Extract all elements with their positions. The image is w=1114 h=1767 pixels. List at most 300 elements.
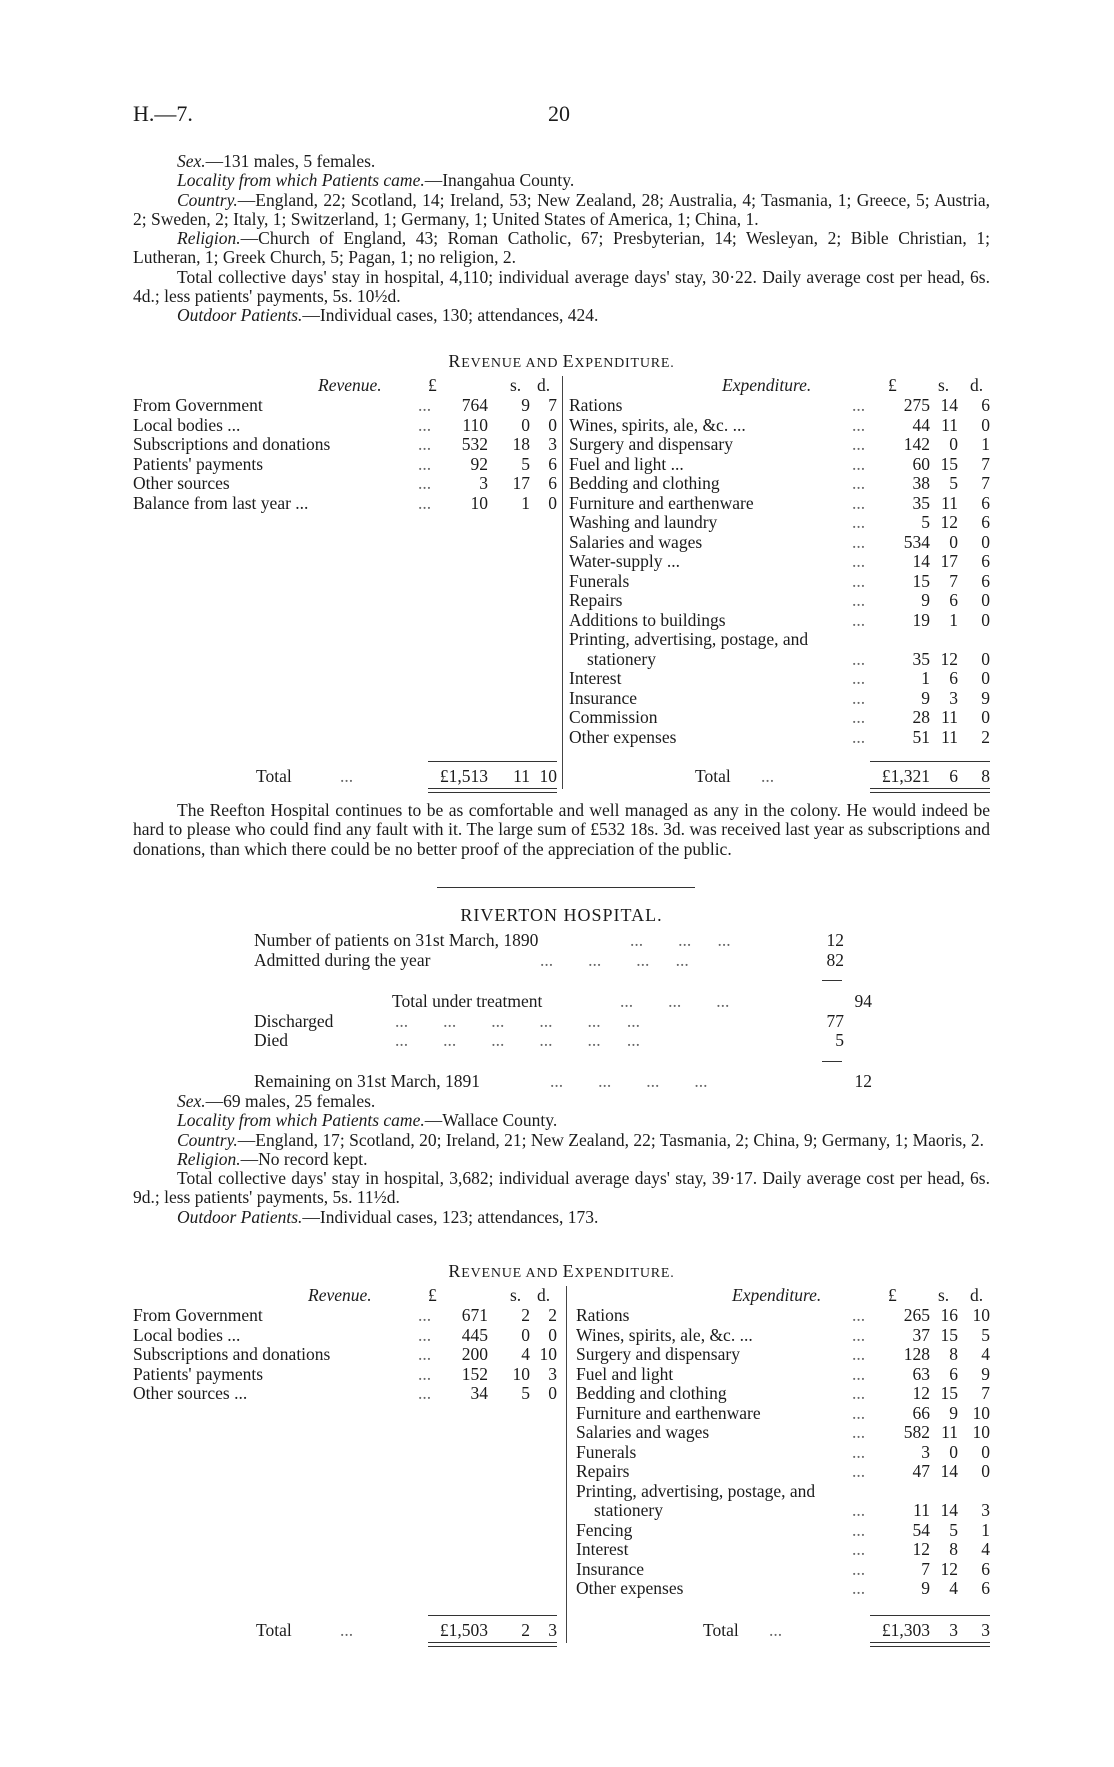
dots: ...: [852, 1383, 866, 1403]
expenditure-label: Surgery and dispensary: [576, 1344, 740, 1364]
expenditure-pence: 5: [981, 1324, 990, 1345]
expenditure-pounds: 38: [912, 473, 930, 493]
riverton-locality: Locality from which Patients came.—Wallace County.: [177, 1110, 558, 1131]
revenue-label: Other sources ...: [133, 1383, 248, 1403]
dots: ...: [418, 1344, 432, 1364]
pound-heading: £: [888, 375, 897, 395]
stat-discharged: 77: [826, 1011, 844, 1031]
expenditure-label: Washing and laundry: [569, 512, 718, 532]
revenue-heading: Revenue.: [308, 1285, 372, 1305]
expenditure-label: Surgery and dispensary: [569, 434, 733, 454]
expenditure-label: stationery: [594, 1500, 664, 1520]
expenditure-shillings: 3: [949, 687, 958, 708]
reefton-stay: Total collective days' stay in hospital, 4,110; individual average days' stay, 30·22. Daily average cost per head, 6s. 4d.; less patients' payments, 5s. 10½d.: [133, 266, 990, 307]
expenditure-pence: 10: [972, 1422, 990, 1442]
pence-heading: d.: [970, 1285, 984, 1305]
expenditure-label: Fuel and light: [576, 1363, 674, 1384]
revenue-label: Balance from last year ...: [133, 492, 309, 513]
expenditure-pounds: 1: [921, 668, 930, 688]
expenditure-shillings: 12: [940, 512, 958, 532]
reefton-country: Country.—England, 22; Scotland, 14; Ireland, 53; New Zealand, 28; Australia, 4; Tasmania, 1; Greece, 5; Austria, 2; Sweden, 2; Italy, 1; Switzerland, 1; Germany, 1; United States of America, 1; China, 1.: [133, 189, 990, 229]
expenditure-pence: 6: [981, 512, 990, 532]
expenditure-pence: 0: [981, 414, 990, 435]
revenue-heading: Revenue.: [318, 375, 382, 395]
expenditure-label: Salaries and wages: [576, 1422, 710, 1442]
expenditure-pounds: 35: [912, 492, 930, 513]
revenue-label: Subscriptions and donations: [133, 1344, 331, 1364]
revenue-pounds: 92: [470, 453, 488, 474]
dots: ...: [852, 590, 866, 610]
revenue-pence: 0: [548, 492, 557, 513]
revenue-pence: 2: [548, 1305, 557, 1325]
expenditure-label: Rations: [569, 395, 623, 415]
expenditure-pence: 10: [972, 1402, 990, 1423]
expenditure-pence: 7: [981, 1383, 990, 1403]
revenue-shillings: 9: [521, 395, 530, 415]
expenditure-pence: 6: [981, 551, 990, 571]
expenditure-shillings: 15: [940, 1383, 958, 1403]
dots: ...: [418, 434, 432, 454]
dots: ... ... ...: [630, 930, 731, 950]
expenditure-label: Printing, advertising, postage, and: [569, 629, 809, 649]
expenditure-shillings: 11: [941, 492, 958, 513]
expenditure-pounds: 19: [912, 609, 930, 630]
dots: ...: [418, 492, 432, 513]
total-double-rule: [870, 1642, 990, 1647]
stat-admitted-label: Admitted during the year: [254, 950, 431, 970]
expenditure-pounds: 9: [921, 687, 930, 708]
total-rule: [428, 1615, 557, 1616]
column-divider: [566, 1286, 567, 1643]
revenue-label: Other sources: [133, 473, 230, 493]
dots: ...: [852, 531, 866, 552]
dots: ...: [852, 473, 866, 493]
expenditure-total-pounds: £1,321: [881, 766, 930, 786]
revenue-pounds: 110: [462, 414, 488, 435]
dots: ...: [418, 1363, 432, 1384]
expenditure-label: Insurance: [569, 687, 638, 708]
revenue-pence: 3: [548, 434, 557, 454]
stat-total: 94: [854, 991, 872, 1011]
revenue-shillings: 2: [521, 1305, 530, 1325]
expenditure-pence: 6: [981, 1558, 990, 1579]
expenditure-pence: 9: [981, 1363, 990, 1384]
expenditure-pounds: 15: [912, 570, 930, 591]
expenditure-shillings: 17: [940, 551, 958, 571]
dots: ...: [852, 648, 866, 669]
expenditure-label: Funerals: [576, 1441, 637, 1462]
expenditure-total-label: Total: [703, 1620, 739, 1640]
stat-remaining: 12: [854, 1071, 872, 1091]
expenditure-pounds: 7: [921, 1558, 930, 1579]
expenditure-shillings: 11: [941, 707, 958, 727]
expenditure-shillings: 15: [940, 453, 958, 474]
expenditure-pence: 0: [981, 668, 990, 688]
dots: ...: [852, 1305, 866, 1325]
revenue-label: Local bodies ...: [133, 414, 241, 435]
reefton-religion: Religion.—Church of England, 43; Roman Catholic, 67; Presbyterian, 14; Wesleyan, 2; Bible Christian, 1; Lutheran, 1; Greek Church, 5; Pagan, 1; no religion, 2.: [133, 228, 990, 268]
expenditure-pence: 0: [981, 590, 990, 610]
expenditure-pence: 1: [981, 1519, 990, 1540]
expenditure-pence: 6: [981, 395, 990, 415]
stat-patients: 12: [826, 930, 844, 950]
expenditure-label: Rations: [576, 1305, 630, 1325]
expenditure-total-label: Total: [695, 766, 731, 786]
expenditure-pounds: 275: [903, 395, 930, 415]
revenue-total-pounds: £1,513: [439, 766, 488, 786]
sum-rule: [822, 980, 842, 981]
expenditure-shillings: 0: [949, 531, 958, 552]
stat-died-label: Died: [254, 1030, 289, 1050]
expenditure-pence: 0: [981, 707, 990, 727]
revenue-shillings: 5: [521, 1383, 530, 1403]
expenditure-label: Fuel and light ...: [569, 453, 684, 474]
pound-heading: £: [888, 1285, 897, 1305]
dots: ...: [852, 453, 866, 474]
dots: ...: [852, 1500, 866, 1520]
revenue-shillings: 10: [512, 1363, 530, 1384]
expenditure-label: Wines, spirits, ale, &c. ...: [569, 414, 746, 435]
dots: ...: [852, 1363, 866, 1384]
expenditure-label: Commission: [569, 707, 658, 727]
expenditure-shillings: 14: [940, 1500, 958, 1520]
expenditure-pence: 10: [972, 1305, 990, 1325]
expenditure-shillings: 15: [940, 1324, 958, 1345]
riverton-title: RIVERTON HOSPITAL.: [460, 905, 663, 925]
expenditure-pounds: 63: [912, 1363, 930, 1384]
revenue-shillings: 0: [521, 1324, 530, 1345]
dots: ...: [769, 1620, 783, 1640]
expenditure-pounds: 14: [912, 551, 930, 571]
shilling-heading: s.: [938, 375, 950, 395]
dots: ...: [418, 1383, 432, 1403]
revenue-pounds: 34: [470, 1383, 488, 1403]
reefton-outdoor: Outdoor Patients.—Individual cases, 130; attendances, 424.: [177, 305, 599, 326]
shilling-heading: s.: [510, 375, 522, 395]
dots: ...: [418, 414, 432, 435]
expenditure-label: Repairs: [576, 1461, 630, 1481]
dots: ...: [852, 687, 866, 708]
total-double-rule: [870, 788, 990, 793]
revenue-pounds: 671: [461, 1305, 488, 1325]
expenditure-pence: 6: [981, 570, 990, 591]
reefton-remark-text: The Reefton Hospital continues to be as comfortable and well managed as any in the colony. He would indeed be hard to please who could find any fault with it. The large sum of £532 18s. 3d. was received last year as subscriptions and donations, than which there could be no better proof of the appreciation of the public.: [133, 800, 990, 859]
revenue-pence: 6: [548, 473, 557, 493]
expenditure-pounds: 128: [903, 1344, 930, 1364]
dots: ...: [852, 434, 866, 454]
expenditure-shillings: 5: [949, 1519, 958, 1540]
revenue-pence: 0: [548, 1324, 557, 1345]
dots: ...: [852, 726, 866, 747]
expenditure-pounds: 44: [912, 414, 930, 435]
pence-heading: d.: [537, 1285, 551, 1305]
dots: ...: [852, 414, 866, 435]
reefton-details: [133, 152, 990, 326]
expenditure-label: Funerals: [569, 570, 630, 591]
expenditure-shillings: 12: [940, 1558, 958, 1579]
dots: ...: [340, 766, 354, 786]
dots: ... ... ... ... ... ...: [395, 1030, 640, 1050]
dots: ...: [852, 1422, 866, 1442]
expenditure-label: Fencing: [576, 1519, 633, 1540]
expenditure-pence: 0: [981, 648, 990, 669]
expenditure-pounds: 9: [921, 590, 930, 610]
sum-rule: [822, 1061, 842, 1062]
expenditure-pounds: 534: [903, 531, 930, 552]
expenditure-pounds: 3: [921, 1441, 930, 1462]
dots: ...: [852, 1461, 866, 1481]
dots: ...: [852, 1344, 866, 1364]
expenditure-pounds: 9: [921, 1578, 930, 1598]
expenditure-pence: 3: [981, 1500, 990, 1520]
expenditure-pounds: 54: [912, 1519, 930, 1540]
dots: ...: [852, 1519, 866, 1540]
expenditure-shillings: 6: [949, 1363, 958, 1384]
expenditure-label: Salaries and wages: [569, 531, 703, 552]
expenditure-label: Interest: [576, 1539, 629, 1559]
reefton-remark: [133, 801, 990, 859]
expenditure-pence: 6: [981, 492, 990, 513]
dots: ...: [852, 512, 866, 532]
expenditure-pence: 4: [981, 1344, 990, 1364]
dots: ... ... ... ... ... ...: [395, 1011, 640, 1031]
revenue-label: Patients' payments: [133, 1363, 264, 1384]
expenditure-pence: 7: [981, 453, 990, 474]
expenditure-shillings: 16: [940, 1305, 958, 1325]
revenue-label: From Government: [133, 395, 263, 415]
revenue-shillings: 0: [521, 414, 530, 435]
dots: ...: [852, 668, 866, 688]
total-rule: [870, 1615, 990, 1616]
stat-died: 5: [835, 1030, 844, 1050]
dots: ...: [852, 1402, 866, 1423]
expenditure-total-pence: 3: [981, 1620, 990, 1640]
expenditure-pence: 1: [981, 434, 990, 454]
expenditure-heading: Expenditure.: [732, 1285, 822, 1305]
page-number: 20: [548, 101, 570, 126]
reefton-sex: Sex.—131 males, 5 females.: [177, 151, 376, 171]
revenue-label: Local bodies ...: [133, 1324, 241, 1345]
expenditure-pounds: 12: [912, 1539, 930, 1559]
revenue-total-label: Total: [256, 766, 292, 786]
expenditure-shillings: 9: [949, 1402, 958, 1423]
expenditure-label: Repairs: [569, 590, 623, 610]
revenue-pounds: 532: [461, 434, 488, 454]
revenue-total-label: Total: [256, 1620, 292, 1640]
expenditure-label: Furniture and earthenware: [569, 492, 754, 513]
dots: ...: [418, 1305, 432, 1325]
dots: ...: [761, 766, 775, 786]
riverton-stay: Total collective days' stay in hospital, 3,682; individual average days' stay, 39·17. Daily average cost per head, 6s. 9d.; less patients' payments, 5s. 11½d.: [133, 1168, 990, 1208]
expenditure-label: Insurance: [576, 1558, 645, 1579]
expenditure-shillings: 0: [949, 1441, 958, 1462]
dots: ...: [852, 551, 866, 571]
dots: ... ... ... ...: [550, 1071, 708, 1091]
expenditure-pounds: 51: [912, 726, 930, 747]
expenditure-pence: 0: [981, 531, 990, 552]
reefton-table-caption: REVENUE AND EXPENDITURE.: [448, 351, 675, 371]
revenue-pounds: 764: [461, 395, 488, 415]
expenditure-total-shillings: 6: [949, 766, 958, 786]
riverton-details: [133, 1092, 990, 1227]
dots: ...: [852, 609, 866, 630]
revenue-pounds: 3: [479, 473, 488, 493]
expenditure-pence: 0: [981, 1441, 990, 1462]
expenditure-pounds: 35: [912, 648, 930, 669]
riverton-outdoor: Outdoor Patients.—Individual cases, 123; attendances, 173.: [177, 1206, 599, 1227]
stat-admitted: 82: [826, 950, 844, 970]
dots: ...: [852, 1539, 866, 1559]
expenditure-pence: 9: [981, 687, 990, 708]
column-divider: [562, 376, 563, 789]
total-double-rule: [428, 1642, 557, 1647]
shilling-heading: s.: [938, 1285, 950, 1305]
expenditure-total-pounds: £1,303: [881, 1620, 930, 1640]
revenue-pence: 6: [548, 453, 557, 474]
total-rule: [428, 761, 557, 762]
expenditure-label: stationery: [587, 648, 657, 669]
expenditure-label: Wines, spirits, ale, &c. ...: [576, 1324, 753, 1345]
expenditure-shillings: 11: [941, 414, 958, 435]
revenue-pence: 3: [548, 1363, 557, 1384]
expenditure-total-pence: 8: [981, 766, 990, 786]
dots: ... ... ...: [620, 991, 730, 1011]
stat-remaining-label: Remaining on 31st March, 1891: [254, 1071, 481, 1091]
expenditure-pounds: 47: [912, 1461, 930, 1481]
stat-discharged-label: Discharged: [254, 1011, 334, 1031]
pence-heading: d.: [970, 375, 984, 395]
expenditure-shillings: 12: [940, 648, 958, 669]
dots: ...: [852, 570, 866, 591]
dots: ...: [418, 395, 432, 415]
expenditure-pounds: 11: [913, 1500, 930, 1520]
expenditure-label: Other expenses: [576, 1578, 684, 1598]
revenue-pence: 10: [539, 1344, 557, 1364]
total-double-rule: [428, 788, 557, 793]
revenue-total-pence: 3: [548, 1620, 557, 1640]
revenue-pence: 0: [548, 414, 557, 435]
expenditure-total-shillings: 3: [949, 1620, 958, 1640]
dots: ...: [852, 1558, 866, 1579]
revenue-shillings: 1: [521, 492, 530, 513]
revenue-total-pounds: £1,503: [439, 1620, 488, 1640]
dots: ...: [340, 1620, 354, 1640]
expenditure-pounds: 265: [903, 1305, 930, 1325]
expenditure-shillings: 0: [949, 434, 958, 454]
riverton-country: Country.—England, 17; Scotland, 20; Ireland, 21; New Zealand, 22; Tasmania, 2; China, 9; Germany, 1; Maoris, 2.: [177, 1129, 985, 1150]
revenue-shillings: 5: [521, 453, 530, 474]
expenditure-pounds: 5: [921, 512, 930, 532]
dots: ...: [852, 707, 866, 727]
expenditure-shillings: 6: [949, 668, 958, 688]
revenue-total-shillings: 2: [521, 1620, 530, 1640]
expenditure-label: Furniture and earthenware: [576, 1402, 761, 1423]
revenue-total-pence: 10: [539, 766, 557, 786]
revenue-pounds: 10: [470, 492, 488, 513]
expenditure-shillings: 6: [949, 590, 958, 610]
section-divider: [437, 887, 695, 888]
revenue-pounds: 445: [461, 1324, 488, 1345]
expenditure-pence: 2: [981, 726, 990, 747]
dots: ...: [852, 1324, 866, 1345]
revenue-shillings: 4: [521, 1344, 530, 1364]
report-code: H.—7.: [133, 101, 193, 126]
riverton-sex: Sex.—69 males, 25 females.: [177, 1091, 376, 1111]
expenditure-pounds: 12: [912, 1383, 930, 1403]
revenue-pence: 7: [548, 395, 557, 415]
expenditure-label: Water-supply ...: [569, 551, 680, 571]
page-header: [133, 101, 993, 130]
expenditure-pounds: 60: [912, 453, 930, 474]
expenditure-label: Printing, advertising, postage, and: [576, 1480, 816, 1501]
stat-patients-label: Number of patients on 31st March, 1890: [254, 930, 539, 950]
dots: ...: [418, 453, 432, 474]
expenditure-pounds: 582: [903, 1422, 930, 1442]
riverton-table-caption: REVENUE AND EXPENDITURE.: [448, 1261, 675, 1281]
expenditure-label: Additions to buildings: [569, 609, 726, 630]
expenditure-label: Bedding and clothing: [576, 1383, 727, 1403]
reefton-locality: Locality from which Patients came.—Inangahua County.: [177, 170, 575, 191]
expenditure-shillings: 7: [949, 570, 958, 591]
revenue-label: Subscriptions and donations: [133, 434, 331, 454]
expenditure-pounds: 37: [912, 1324, 930, 1345]
expenditure-shillings: 14: [940, 395, 958, 415]
dots: ...: [852, 395, 866, 415]
expenditure-shillings: 11: [941, 1422, 958, 1442]
expenditure-pounds: 66: [912, 1402, 930, 1423]
shilling-heading: s.: [510, 1285, 522, 1305]
revenue-label: Patients' payments: [133, 453, 264, 474]
expenditure-label: Other expenses: [569, 726, 677, 747]
expenditure-pounds: 28: [912, 707, 930, 727]
expenditure-shillings: 1: [949, 609, 958, 630]
revenue-pounds: 200: [461, 1344, 488, 1364]
expenditure-pence: 7: [981, 473, 990, 493]
revenue-pounds: 152: [461, 1363, 488, 1384]
revenue-pence: 0: [548, 1383, 557, 1403]
revenue-shillings: 17: [512, 473, 530, 493]
expenditure-label: Interest: [569, 668, 622, 688]
expenditure-shillings: 4: [949, 1578, 958, 1598]
dots: ...: [852, 1578, 866, 1598]
dots: ... ... ... ...: [540, 950, 689, 970]
expenditure-pence: 4: [981, 1539, 990, 1559]
expenditure-pence: 0: [981, 1461, 990, 1481]
dots: ...: [852, 1441, 866, 1462]
dots: ...: [418, 473, 432, 493]
revenue-shillings: 18: [512, 434, 530, 454]
revenue-total-shillings: 11: [513, 766, 530, 786]
expenditure-shillings: 14: [940, 1461, 958, 1481]
total-rule: [870, 761, 990, 762]
expenditure-pounds: 142: [903, 434, 930, 454]
expenditure-label: Bedding and clothing: [569, 473, 720, 493]
riverton-religion: Religion.—No record kept.: [177, 1148, 368, 1169]
pound-heading: £: [428, 1285, 437, 1305]
expenditure-pence: 6: [981, 1578, 990, 1598]
expenditure-shillings: 11: [941, 726, 958, 747]
expenditure-shillings: 8: [949, 1539, 958, 1559]
pence-heading: d.: [537, 375, 551, 395]
expenditure-pence: 0: [981, 609, 990, 630]
expenditure-heading: Expenditure.: [722, 375, 812, 395]
revenue-label: From Government: [133, 1305, 263, 1325]
dots: ...: [418, 1324, 432, 1345]
stat-total-label: Total under treatment: [392, 991, 543, 1011]
pound-heading: £: [428, 375, 437, 395]
dots: ...: [852, 492, 866, 513]
expenditure-shillings: 8: [949, 1344, 958, 1364]
